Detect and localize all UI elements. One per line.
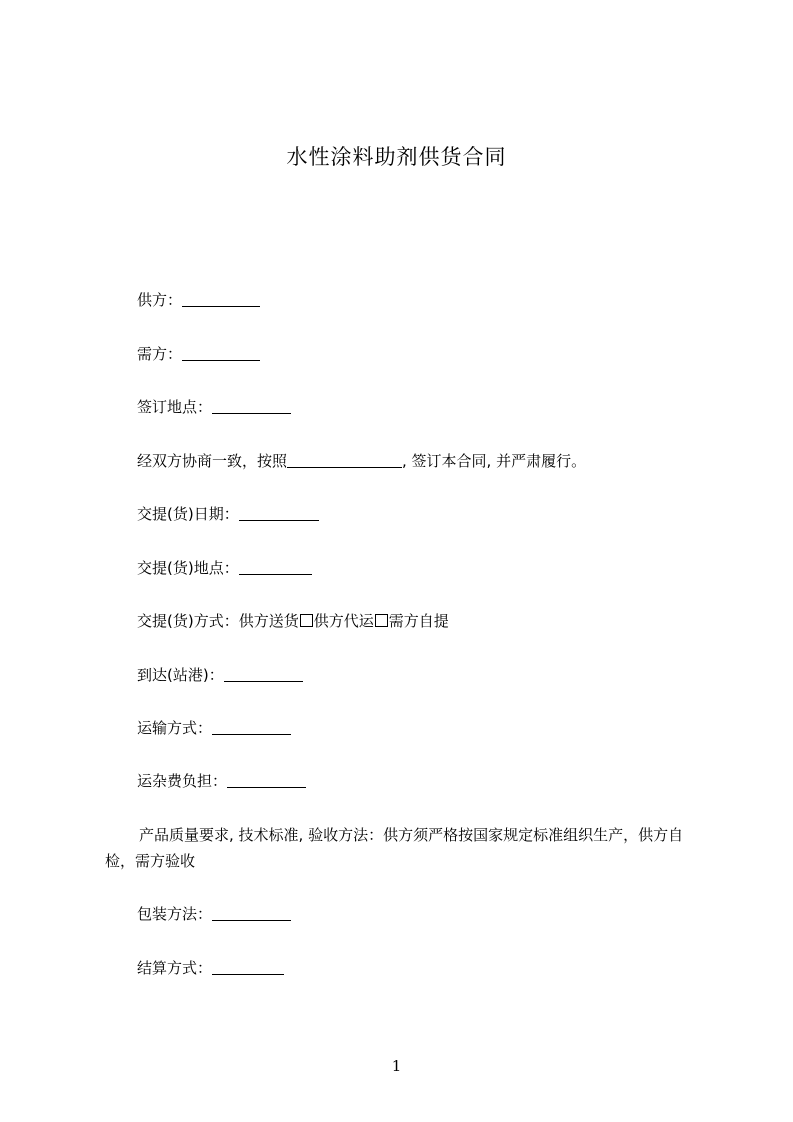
quality-requirements-text: 产品质量要求, 技术标准, 验收方法：供方须严格按国家规定标准组织生产，供方自检，需方验收	[105, 826, 684, 870]
delivery-option-buyer-picks-up: 需方自提	[388, 612, 449, 630]
supplier-line	[137, 290, 260, 310]
freight-bearing-line	[137, 771, 306, 791]
packaging-method-label: 包装方法：	[137, 905, 213, 923]
buyer-blank[interactable]	[182, 346, 260, 361]
supplier-label: 供方：	[137, 291, 183, 309]
buyer-label: 需方：	[137, 345, 183, 363]
settlement-method-blank[interactable]	[212, 960, 284, 975]
settlement-method-label: 结算方式：	[137, 959, 213, 977]
freight-bearing-label: 运杂费负担：	[137, 772, 228, 790]
arrival-line	[137, 665, 303, 685]
supplier-blank[interactable]	[182, 292, 260, 307]
delivery-option-supplier-ships: 供方代运	[313, 612, 374, 630]
delivery-date-line	[137, 504, 319, 524]
signing-place-blank[interactable]	[212, 399, 291, 414]
signing-place-label: 签订地点：	[137, 398, 213, 416]
checkbox-supplier-ships[interactable]	[375, 614, 388, 627]
delivery-date-label: 交提(货)日期：	[137, 505, 239, 523]
buyer-line	[137, 344, 260, 364]
packaging-method-line	[137, 904, 291, 924]
transport-method-label: 运输方式：	[137, 719, 213, 737]
quality-requirements-paragraph	[105, 822, 710, 874]
agreement-basis-blank[interactable]	[287, 453, 402, 468]
settlement-method-line	[137, 958, 284, 978]
delivery-date-blank[interactable]	[239, 506, 319, 521]
signing-place-line	[137, 397, 291, 417]
delivery-method-line	[137, 611, 449, 631]
document-title: 水性涂料助剂供货合同	[286, 145, 507, 169]
delivery-method-label: 交提(货)方式：	[137, 612, 239, 630]
transport-method-blank[interactable]	[212, 720, 291, 735]
page-number: 1	[391, 1057, 402, 1075]
delivery-place-line	[137, 558, 312, 578]
agreement-suffix: , 签订本合同, 并严肃履行。	[402, 452, 587, 470]
arrival-blank[interactable]	[224, 667, 303, 682]
packaging-method-blank[interactable]	[212, 906, 291, 921]
delivery-place-label: 交提(货)地点：	[137, 559, 239, 577]
freight-bearing-blank[interactable]	[227, 773, 306, 788]
transport-method-line	[137, 718, 291, 738]
arrival-label: 到达(站港)：	[137, 666, 224, 684]
delivery-place-blank[interactable]	[239, 560, 312, 575]
agreement-line	[137, 451, 586, 471]
delivery-option-supplier-delivers: 供方送货	[238, 612, 299, 630]
checkbox-supplier-delivers[interactable]	[300, 614, 313, 627]
agreement-prefix: 经双方协商一致，按照	[137, 452, 288, 470]
